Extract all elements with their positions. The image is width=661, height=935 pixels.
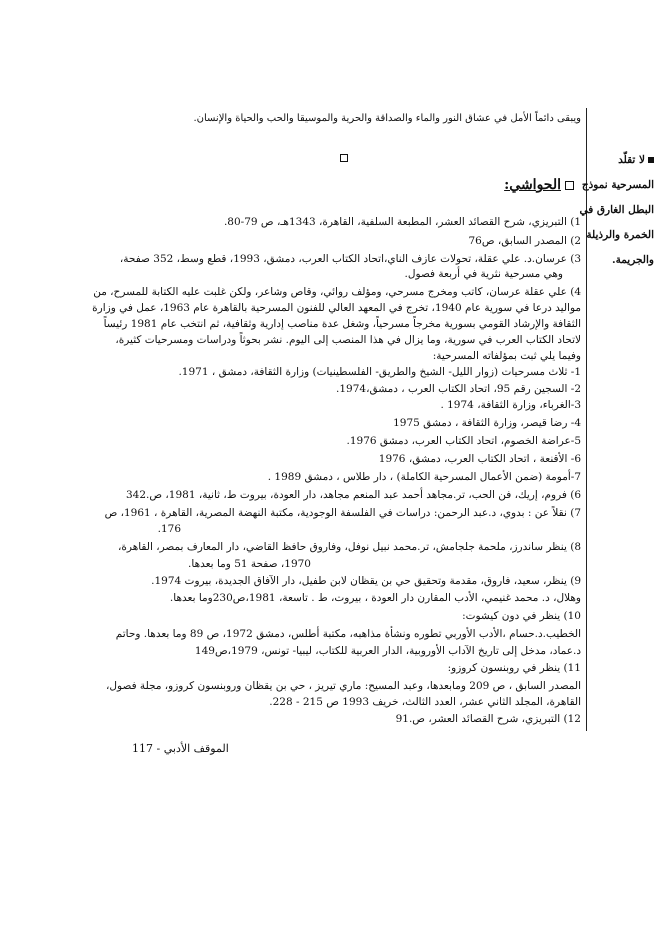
footnote-line: 4) علي عقلة عرسان، كاتب ومخرج مسرحي، ومؤلف روائي، وقاص وشاعر، ولكن غلبت عليه الكتابة للمسرح، من xyxy=(93,286,581,298)
end-mark-square-icon xyxy=(340,154,348,162)
footnote-line: وفيما يلي ثبت بمؤلفاته المسرحية: xyxy=(432,350,581,362)
footnote-line: 176. xyxy=(157,523,181,535)
pull-quote-line-2: المسرحية نموذج xyxy=(581,179,654,191)
footnote-line: 5-عراضة الخصوم، اتحاد الكتاب العرب، دمشق 1976. xyxy=(346,435,581,447)
footnote-line: لاتحاد الكتاب العرب في سورية، وما يزال في هذا المنصب إلى اليوم. نشر بحوثاً ودراسات ومسرحيات كثيرة، xyxy=(115,334,581,346)
pull-quote xyxy=(579,148,654,273)
page-footer: الموقف الأدبي - 117 xyxy=(132,742,229,755)
pull-quote-line-3: البطل الغارق في xyxy=(579,204,654,216)
footnote-line: المصدر السابق ، ص 209 ومابعدها، وعبد المسيح: ماري تيريز ، حي بن يقظان وروبنسون كروزو، مجلة فصول، xyxy=(106,680,581,692)
footnote-line: 10) ينظر في دون كيشوت: xyxy=(462,610,581,622)
bullet-square-icon xyxy=(648,157,654,163)
footnote-line: 4- رضا قيصر، وزارة الثقافة ، دمشق 1975 xyxy=(393,417,581,429)
pull-quote-line-4: الخمرة والرذيلة xyxy=(586,229,654,241)
footnote-line: وهي مسرحية نثرية في أربعة فصول. xyxy=(404,268,563,280)
footnote-line: 8) ينظر ساندرز، ملحمة جلجامش، تر.محمد نبيل نوفل، وفاروق حافظ القاضي، دار المعارف بمصر، القاهرة، xyxy=(118,541,581,553)
footnote-line: الثقافة والإرشاد القومي بسورية مخرجاً مسرحياً، وشغل عدة مناصب إدارية وثقافية، ثم انتخب عام 1981 رئيساً xyxy=(103,318,581,330)
closing-sentence: ويبقى دائماً الأمل في عشاق النور والماء والصداقة والحرية والموسيقا والحب والحياة والإنسان. xyxy=(193,113,581,124)
footnote-line: 6) فروم، إريك، فن الحب، تر.مجاهد أحمد عبد المنعم مجاهد، دار العودة، بيروت ط، ثانية، 1981، ص.342 xyxy=(125,489,581,501)
footnote-line: 3) عرسان.د. علي عقلة، تحولات عازف الناي،اتحاد الكتاب العرب، دمشق، 1993، قطع وسط، 352 صفحة، xyxy=(119,253,581,265)
footnote-line: 7) نقلاً عن : بدوي، د.عبد الرحمن: دراسات في الفلسفة الوجودية، مكتبة النهضة المصرية، القاهرة ، 1961، ص xyxy=(104,507,581,519)
footnote-line: 11) ينظر في روبنسون كروزو: xyxy=(447,662,581,674)
footnote-line: القاهرة، المجلد الثاني عشر، العدد الثالث، خريف 1993 ص 215 - 228. xyxy=(269,696,581,708)
footnote-line: 2- السجين رقم 95، اتحاد الكتاب العرب ، دمشق،1974. xyxy=(335,383,581,395)
footnote-line: 1- ثلاث مسرحيات (زوار الليل- الشيخ والطريق- الفلسطينيات) وزارة الثقافة، دمشق ، 1971. xyxy=(178,366,581,378)
footnote-line: مواليد درعا في سورية عام 1940، تخرج في المعهد العالي للفنون المسرحية بالقاهرة عام 1963، عمل في وزارة xyxy=(92,302,581,314)
heading-square-icon xyxy=(565,181,574,190)
pull-quote-line-1: لا تقلّد xyxy=(596,148,654,173)
footnote-line: 1970، صفحة 51 وما بعدها. xyxy=(188,558,311,570)
footnote-line: 6- الأقنعة ، اتحاد الكتاب العرب، دمشق، 1976 xyxy=(378,453,581,465)
footnote-line: وهلال، د. محمد غنيمي، الأدب المقارن دار العودة ، بيروت، ط . تاسعة، 1981،ص230وما بعدها. xyxy=(169,592,581,604)
footnotes-heading: الحواشي: xyxy=(504,177,574,193)
pull-quote-line-5: والجريمة. xyxy=(611,254,654,266)
footnote-line: د.عماد، مدخل إلى تاريخ الآداب الأوروبية، الدار العربية للكتاب، ليبيا- تونس، 1979،ص149 xyxy=(194,645,581,657)
footnote-line: 9) ينظر، سعيد، فاروق، مقدمة وتحقيق حي بن يقظان لابن طفيل، دار الآفاق الجديدة، بيروت 1974. xyxy=(151,575,581,587)
footnote-line: 1) التبريزي، شرح القصائد العشر، المطبعة السلفية، القاهرة، 1343هـ، ص 79-80. xyxy=(223,216,581,228)
footnote-line: 7-أمومة (ضمن الأعمال المسرحية الكاملة) ، دار طلاس ، دمشق 1989 . xyxy=(267,471,581,483)
footnote-line: 12) التبريزي، شرح القصائد العشر، ص.91 xyxy=(395,713,581,725)
footnote-line: الخطيب.د.حسام ،الأدب الأوربي تطوره ونشأة مذاهبه، مكتبة أطلس، دمشق 1972، ص 89 وما بعدها. وحاتم xyxy=(115,628,581,640)
footnote-line: 3-الغرباء، وزارة الثقافة، 1974 . xyxy=(440,399,581,411)
footnote-line: 2) المصدر السابق، ص76 xyxy=(468,235,581,247)
